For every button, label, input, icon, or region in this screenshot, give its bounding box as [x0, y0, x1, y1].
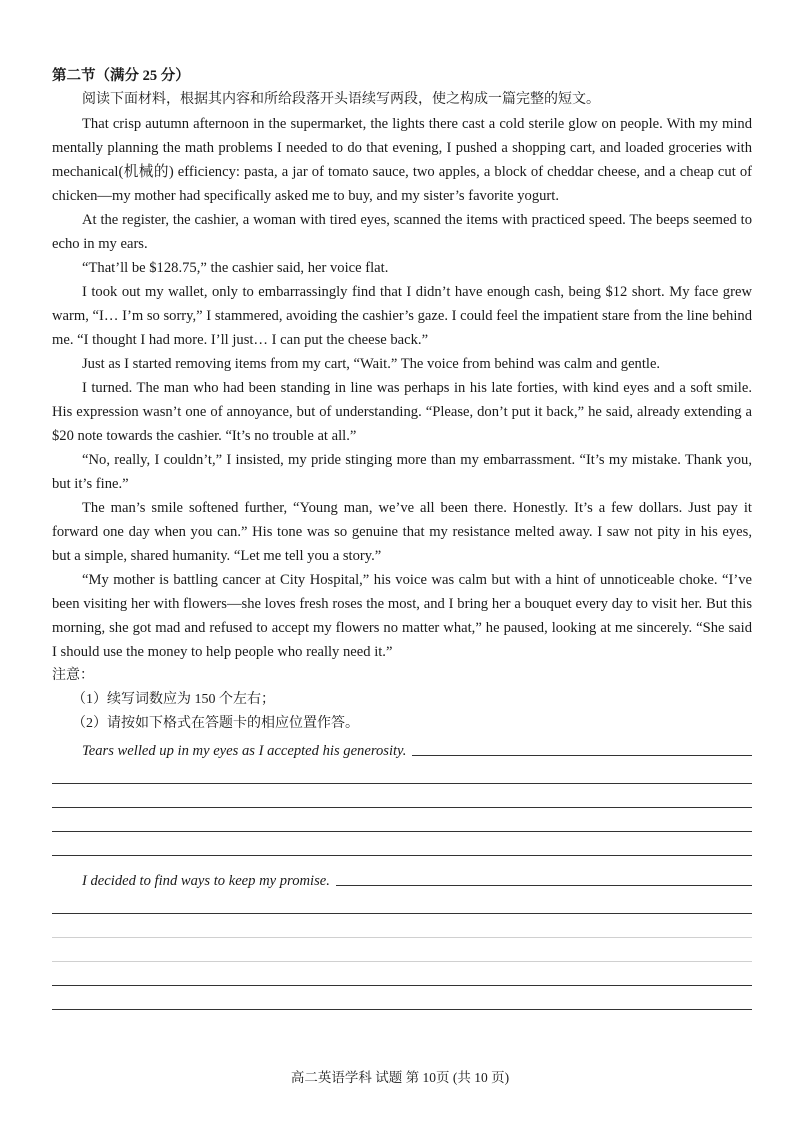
note-item: （1）续写词数应为 150 个左右；: [72, 692, 275, 707]
passage-paragraph: I turned. The man who had been standing in line was perhaps in his late forties, with kind eyes and a soft smile. His expression wasn’t one of annoyance, but of understanding. “Please, don’t put it back,” he said, already extending a $20 note towards the cashier. “It’s no trouble at all.”: [52, 380, 752, 444]
starter-text-2: I decided to find ways to keep my promise.: [82, 873, 330, 889]
writing-line[interactable]: [52, 784, 752, 808]
writing-line[interactable]: [52, 914, 752, 938]
writing-line[interactable]: [52, 938, 752, 962]
answer-area-1: [52, 736, 752, 856]
writing-line[interactable]: [52, 890, 752, 914]
writing-line[interactable]: [412, 739, 752, 756]
page-footer: 高二英语学科 试题 第 10页 (共 10 页): [290, 1070, 510, 1085]
paragraph-starter-2: [82, 866, 752, 890]
passage-paragraph: The man’s smile softened further, “Young man, we’ve all been there. Honestly. It’s a few dollars. Just pay it forward one day when you can.” His tone was so genuine that my resistance melted away. I saw not pity in his eyes, but a simple, shared humanity. “Let me tell you a story.”: [52, 500, 752, 564]
note-item: （2）请按如下格式在答题卡的相应位置作答。: [72, 716, 359, 731]
reading-passage: [52, 112, 752, 664]
passage-paragraph: “My mother is battling cancer at City Hospital,” his voice was calm but with a hint of unnoticeable choke. “I’ve been visiting her with flowers—she loves fresh roses the most, and I bring her a bouquet every day to visit her. But this morning, she got mad and refused to accept my flowers no matter what,” he paused, looking at me sincerely. “She said I should use the money to help people who really need it.”: [52, 572, 752, 660]
passage-paragraph: “That’ll be $128.75,” the cashier said, her voice flat.: [82, 260, 389, 276]
answer-area-2: [52, 866, 752, 1010]
writing-line[interactable]: [336, 869, 752, 886]
passage-paragraph: “No, really, I couldn’t,” I insisted, my pride stinging more than my embarrassment. “It’s my mistake. Thank you, but it’s fine.”: [52, 452, 752, 492]
starter-text-1: Tears welled up in my eyes as I accepted his generosity.: [82, 743, 407, 759]
passage-paragraph: Just as I started removing items from my cart, “Wait.” The voice from behind was calm and gentle.: [82, 356, 661, 372]
writing-line[interactable]: [52, 986, 752, 1010]
writing-line[interactable]: [52, 962, 752, 986]
section-title: 第二节（满分 25 分）: [52, 68, 190, 84]
writing-line[interactable]: [52, 760, 752, 784]
paragraph-starter-1: [82, 736, 752, 760]
passage-paragraph: I took out my wallet, only to embarrassingly find that I didn’t have enough cash, being $12 short. My face grew warm, “I… I’m so sorry,” I stammered, avoiding the cashier’s gaze. I could feel the impatient stare from the line behind me. “I thought I had more. I’ll just… I can put the cheese back.”: [52, 284, 752, 348]
writing-line[interactable]: [52, 808, 752, 832]
passage-paragraph: At the register, the cashier, a woman with tired eyes, scanned the items with practiced speed. The beeps seemed to echo in my ears.: [52, 212, 752, 252]
writing-line[interactable]: [52, 832, 752, 856]
passage-paragraph: That crisp autumn afternoon in the supermarket, the lights there cast a cold sterile glow on people. With my mind mentally planning the math problems I needed to do that evening, I pushed a shopping cart, and loaded groceries with mechanical(机械的) efficiency: pasta, a jar of tomato sauce, two apples, a block of cheddar cheese, and a cheap cut of chicken—my mother had specifically asked me to buy, and my sister’s favorite yogurt.: [52, 116, 752, 204]
instruction-text: 阅读下面材料，根据其内容和所给段落开头语续写两段，使之构成一篇完整的短文。: [82, 92, 600, 107]
notes-title: 注意：: [52, 668, 94, 683]
spacer: [52, 856, 752, 866]
section-content: [52, 64, 752, 1010]
